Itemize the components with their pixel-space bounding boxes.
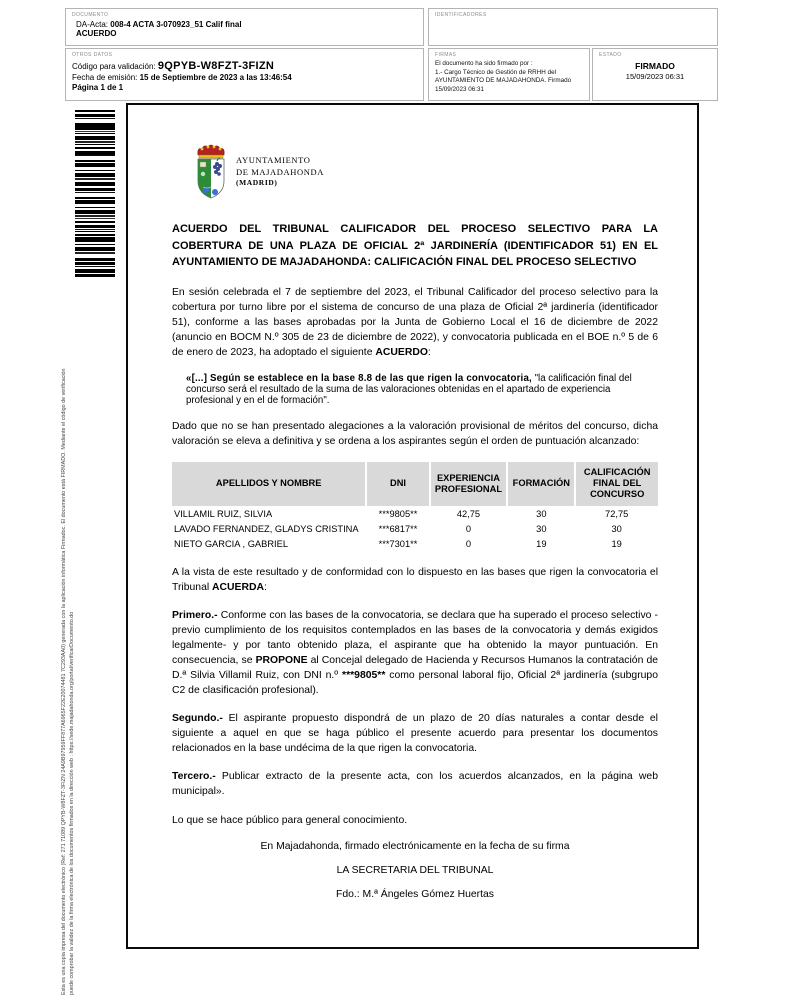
header-logo-row: [194, 143, 658, 201]
validation-code-line: [72, 60, 417, 72]
signer-line: 1.- Cargo Técnico de Gestión de RRHH del AYUNTAMIENTO DE MAJADAHONDA. Firmado 15/09/2023 06:31: [435, 68, 572, 93]
candidate-formacion: 30: [536, 508, 547, 519]
candidate-final-score: 19: [611, 538, 622, 549]
candidate-dni: ***7301**: [378, 538, 418, 549]
candidate-final-score: 72,75: [605, 508, 629, 519]
vista-colon: :: [264, 581, 267, 593]
intro-paragraph: [172, 285, 658, 360]
emission-value: 15 de Septiembre de 2023 a las 13:46:54: [139, 73, 292, 82]
status-datetime: 15/09/2023 06:31: [625, 72, 685, 81]
quote-lead: «[...] Según se establece en la base 8.8 de las que rigen la convocatoria,: [186, 372, 532, 384]
candidate-dni: ***9805**: [378, 508, 418, 519]
acuerdo-keyword: ACUERDO: [375, 346, 428, 358]
candidate-name: VILLAMIL RUIZ, SILVIA: [174, 508, 273, 519]
header-apellidos: APELLIDOS Y NOMBRE: [172, 462, 366, 505]
final-scores-table: [172, 462, 658, 550]
primero-paragraph: [172, 608, 658, 698]
primero-text-c: como personal laboral fijo, Oficial 2ª jardinería (subgrupo C2 de clasificación profesional).: [172, 669, 658, 697]
segundo-text: El aspirante propuesto dispondrá de un plazo de 20 días naturales a contar desde el siguiente a aquel en que se haga público el presente acuerdo para presentar los documentos relacionados en la base undécima de la que rigen la convocatoria.: [172, 713, 658, 755]
table-row: [172, 521, 658, 536]
barcode: [75, 110, 115, 277]
primero-label: Primero.-: [172, 609, 218, 621]
candidate-dni: ***6817**: [378, 523, 418, 534]
quote-body: "la calificación final del concurso será el resultado de la suma de las valoraciones obtenidas en el apartado de experiencia profesional y en el de formación".: [186, 372, 632, 406]
org-name: [236, 155, 324, 188]
status-badge: FIRMADO: [635, 61, 675, 71]
documento-box: [65, 8, 424, 46]
org-name-line1: AYUNTAMIENTO: [236, 155, 311, 166]
estado-box: [592, 48, 718, 101]
intro-colon: :: [427, 346, 431, 358]
tercero-paragraph: [172, 769, 658, 799]
primero-text-b: al Concejal delegado de Hacienda y Recursos Humanos la contratación de D.ª Silvia Villamil Ruiz, con DNI n.º: [172, 654, 658, 681]
candidate-name: LAVADO FERNANDEZ, GLADYS CRISTINA: [174, 523, 359, 534]
signed-by-line: Fdo.: M.ª Ángeles Gómez Huertas: [335, 888, 495, 900]
page-number: Página 1 de 1: [72, 83, 124, 92]
emission-label: Fecha de emisión:: [72, 73, 138, 82]
document-title: ACUERDO DEL TRIBUNAL CALIFICADOR DEL PROCESO SELECTIVO PARA LA COBERTURA DE UNA PLAZA DE OFICIAL 2ª JARDINERÍA (IDENTIFICADOR 51) EN EL AYUNTAMIENTO DE MAJADAHONDA: CALIFICACIÓN FINAL DEL PROCESO SELECTIVO: [172, 223, 658, 268]
vertical-caption-line1: Esta es una copia impresa del documento electrónico (Ref: 271 71089 QPYB-W8FZT-3FIZN 24A9B97959FF877A6965F22E20074481 7C293AA0) generada con la aplicación informática Firmadoc. El documento está FIRMADO. Mediante el código de verificación: [61, 368, 67, 995]
header-experiencia: EXPERIENCIA PROFESIONAL: [430, 462, 508, 505]
no-alegaciones-paragraph: Dado que no se han presentado alegaciones a la valoración provisional de méritos del concurso, dicha valoración se eleva a definitiva y se ordena a los aspirantes según el orden de puntuación alcanzado:: [172, 420, 658, 447]
document-page-frame: [126, 103, 699, 949]
candidate-name: NIETO GARCIA , GABRIEL: [174, 538, 289, 549]
segundo-label: Segundo.-: [172, 713, 223, 725]
acuerda-keyword: ACUERDA: [212, 581, 265, 593]
segundo-paragraph: [172, 711, 658, 756]
otros-datos-box: [65, 48, 424, 101]
vista-resultado-paragraph: [172, 565, 658, 595]
org-name-line2: DE MAJADAHONDA: [236, 166, 324, 177]
doc-type: ACUERDO: [76, 29, 117, 38]
doc-ref-value: 008-4 ACTA 3-070923_51 Calif final: [110, 20, 242, 29]
documento-box-label: DOCUMENTO: [72, 12, 109, 18]
secretary-title-line: LA SECRETARIA DEL TRIBUNAL: [336, 864, 494, 876]
primero-text-a: Conforme con las bases de la convocatoria, se declara que ha superado el proceso selectivo - previo cumplimiento de los requisitos contemplados en las bases de la convocatoria y demás exigidos legalmente- y por tanto obtenido plaza, el aspirante que ha obtenido la mayor puntuación. En consecuencia, se: [172, 609, 658, 666]
table-row: [172, 506, 658, 521]
validation-code: 9QPYB-W8FZT-3FIZN: [157, 60, 275, 72]
doc-ref-label: DA-Acta:: [76, 20, 109, 29]
candidate-experience: 0: [465, 538, 472, 549]
candidate-experience: 0: [465, 523, 472, 534]
intro-text: En sesión celebrada el 7 de septiembre del 2023, el Tribunal Calificador del proceso selectivo para la cobertura por turno libre por el sistema de concurso de una plaza de Oficial 2ª jardinería (identificador 51), conforme a las bases aprobadas por la Junta de Gobierno Local el 16 de diciembre de 2022 (anuncio en BOCM N.º 305 de 23 de diciembre de 2022), y convocatoria publicada en el BOE n.º 5 de 6 de enero de 2023, ha adoptado el siguiente: [172, 286, 658, 358]
candidate-formacion: 19: [536, 538, 547, 549]
validation-label: Código para validación:: [72, 62, 156, 71]
page-indicator: [72, 83, 417, 92]
emission-date-line: [72, 73, 417, 82]
header-dni: DNI: [366, 462, 429, 505]
identificadores-box: [428, 8, 718, 46]
majadahonda-coat-of-arms-icon: [194, 143, 228, 201]
tercero-label: Tercero.-: [172, 771, 216, 783]
place-and-signature-line: En Majadahonda, firmado electrónicamente en la fecha de su firma: [260, 840, 570, 852]
table-header: [172, 462, 658, 505]
otros-datos-box-label: OTROS DATOS: [72, 52, 113, 58]
firmas-box-label: FIRMAS: [435, 52, 457, 58]
org-name-line3: (MADRID): [236, 178, 278, 188]
header-formacion: FORMACIÓN: [507, 462, 575, 505]
candidate-formacion: 30: [536, 523, 547, 534]
tercero-text: Publicar extracto de la presente acta, con los acuerdos alcanzados, en la página web municipal».: [172, 771, 658, 798]
vista-text: A la vista de este resultado y de conformidad con lo dispuesto en las bases que rigen la convocatoria el Tribunal: [172, 566, 658, 593]
candidate-experience: 42,75: [456, 508, 481, 519]
doc-reference-line: [76, 20, 417, 29]
closing-line: Lo que se hace público para general conocimiento.: [172, 814, 408, 826]
candidate-final-score: 30: [611, 523, 622, 534]
propone-keyword: PROPONE: [255, 654, 308, 666]
dni-masked: ***9805**: [342, 669, 386, 681]
base-8-8-quote: [186, 373, 656, 406]
identificadores-box-label: IDENTIFICADORES: [435, 12, 487, 18]
estado-box-label: ESTADO: [599, 52, 622, 58]
vertical-caption-line2: puede comprobar la validez de la firma electrónica de los documentos firmados en la dirección web : https://sede.majadahonda.org/portal/verificarDocumento.do: [69, 611, 75, 995]
signed-by-intro: El documento ha sido firmado por :: [435, 60, 533, 67]
firmas-box: [428, 48, 590, 101]
table-header-row: [172, 462, 658, 505]
header-calificacion: CALIFICACIÓN FINAL DEL CONCURSO: [575, 462, 658, 505]
table-row: [172, 536, 658, 551]
